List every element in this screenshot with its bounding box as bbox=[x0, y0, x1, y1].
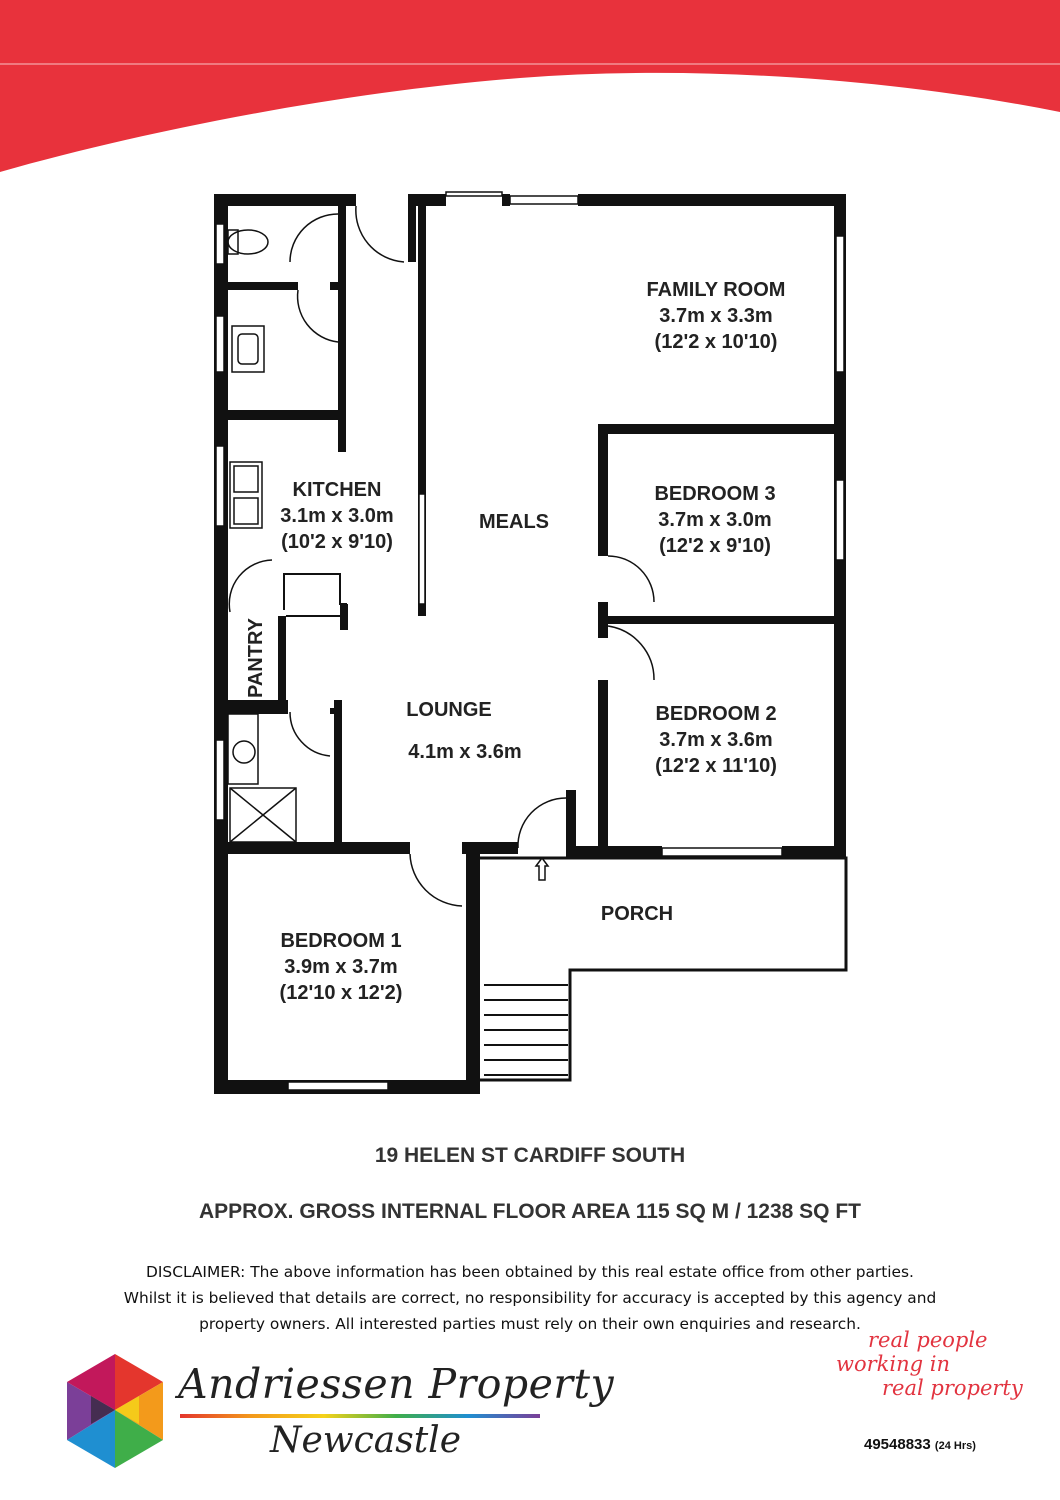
bedroom-3-name: BEDROOM 3 bbox=[654, 483, 776, 505]
lounge-metric: 4.1m x 3.6m bbox=[408, 741, 522, 763]
property-address: 19 HELEN ST CARDIFF SOUTH bbox=[374, 1144, 686, 1167]
phone-note: (24 Hrs) bbox=[934, 1440, 976, 1452]
bedroom-1-imperial: (12'10 x 12'2) bbox=[279, 982, 403, 1004]
bedroom-3-metric: 3.7m x 3.0m bbox=[658, 509, 772, 531]
phone-number bbox=[864, 1436, 976, 1453]
tagline-line-3: real property bbox=[882, 1376, 1023, 1400]
bedroom-2-imperial: (12'2 x 11'10) bbox=[655, 755, 777, 777]
brand-subname: Newcastle bbox=[270, 1420, 462, 1461]
meals-name: MEALS bbox=[479, 511, 549, 533]
kitchen-metric: 3.1m x 3.0m bbox=[280, 505, 394, 527]
bedroom-3-imperial: (12'2 x 9'10) bbox=[659, 535, 771, 557]
family-room-metric: 3.7m x 3.3m bbox=[659, 305, 773, 327]
floor-area: APPROX. GROSS INTERNAL FLOOR AREA 115 SQ M / 1238 SQ FT bbox=[198, 1200, 862, 1223]
lounge-name: LOUNGE bbox=[406, 699, 492, 721]
brand-name: Andriessen Property bbox=[178, 1360, 615, 1408]
kitchen-imperial: (10'2 x 9'10) bbox=[281, 531, 393, 553]
bedroom-2-name: BEDROOM 2 bbox=[655, 703, 777, 725]
tagline-line-1: real people bbox=[868, 1328, 988, 1352]
bedroom-1-metric: 3.9m x 3.7m bbox=[284, 956, 398, 978]
brand-underline bbox=[180, 1414, 540, 1418]
family-room-name: FAMILY ROOM bbox=[646, 279, 786, 301]
phone-digits: 49548833 bbox=[864, 1436, 931, 1453]
family-room-imperial: (12'2 x 10'10) bbox=[654, 331, 778, 353]
kitchen-name: KITCHEN bbox=[292, 479, 382, 501]
porch-name: PORCH bbox=[600, 903, 674, 925]
brand-logo-icon bbox=[60, 1352, 170, 1472]
bedroom-1-name: BEDROOM 1 bbox=[280, 930, 402, 952]
pantry-name: PANTRY bbox=[245, 618, 267, 698]
tagline-line-2: working in bbox=[836, 1352, 950, 1376]
bedroom-2-metric: 3.7m x 3.6m bbox=[659, 729, 773, 751]
disclaimer: DISCLAIMER: The above information has been obtained by this real estate office from other parties. Whilst it is believed that details are correct, no responsibility for accuracy is accepted by this agency and property owners. All interested parties must rely on their own enquiries and research. bbox=[123, 1263, 937, 1333]
